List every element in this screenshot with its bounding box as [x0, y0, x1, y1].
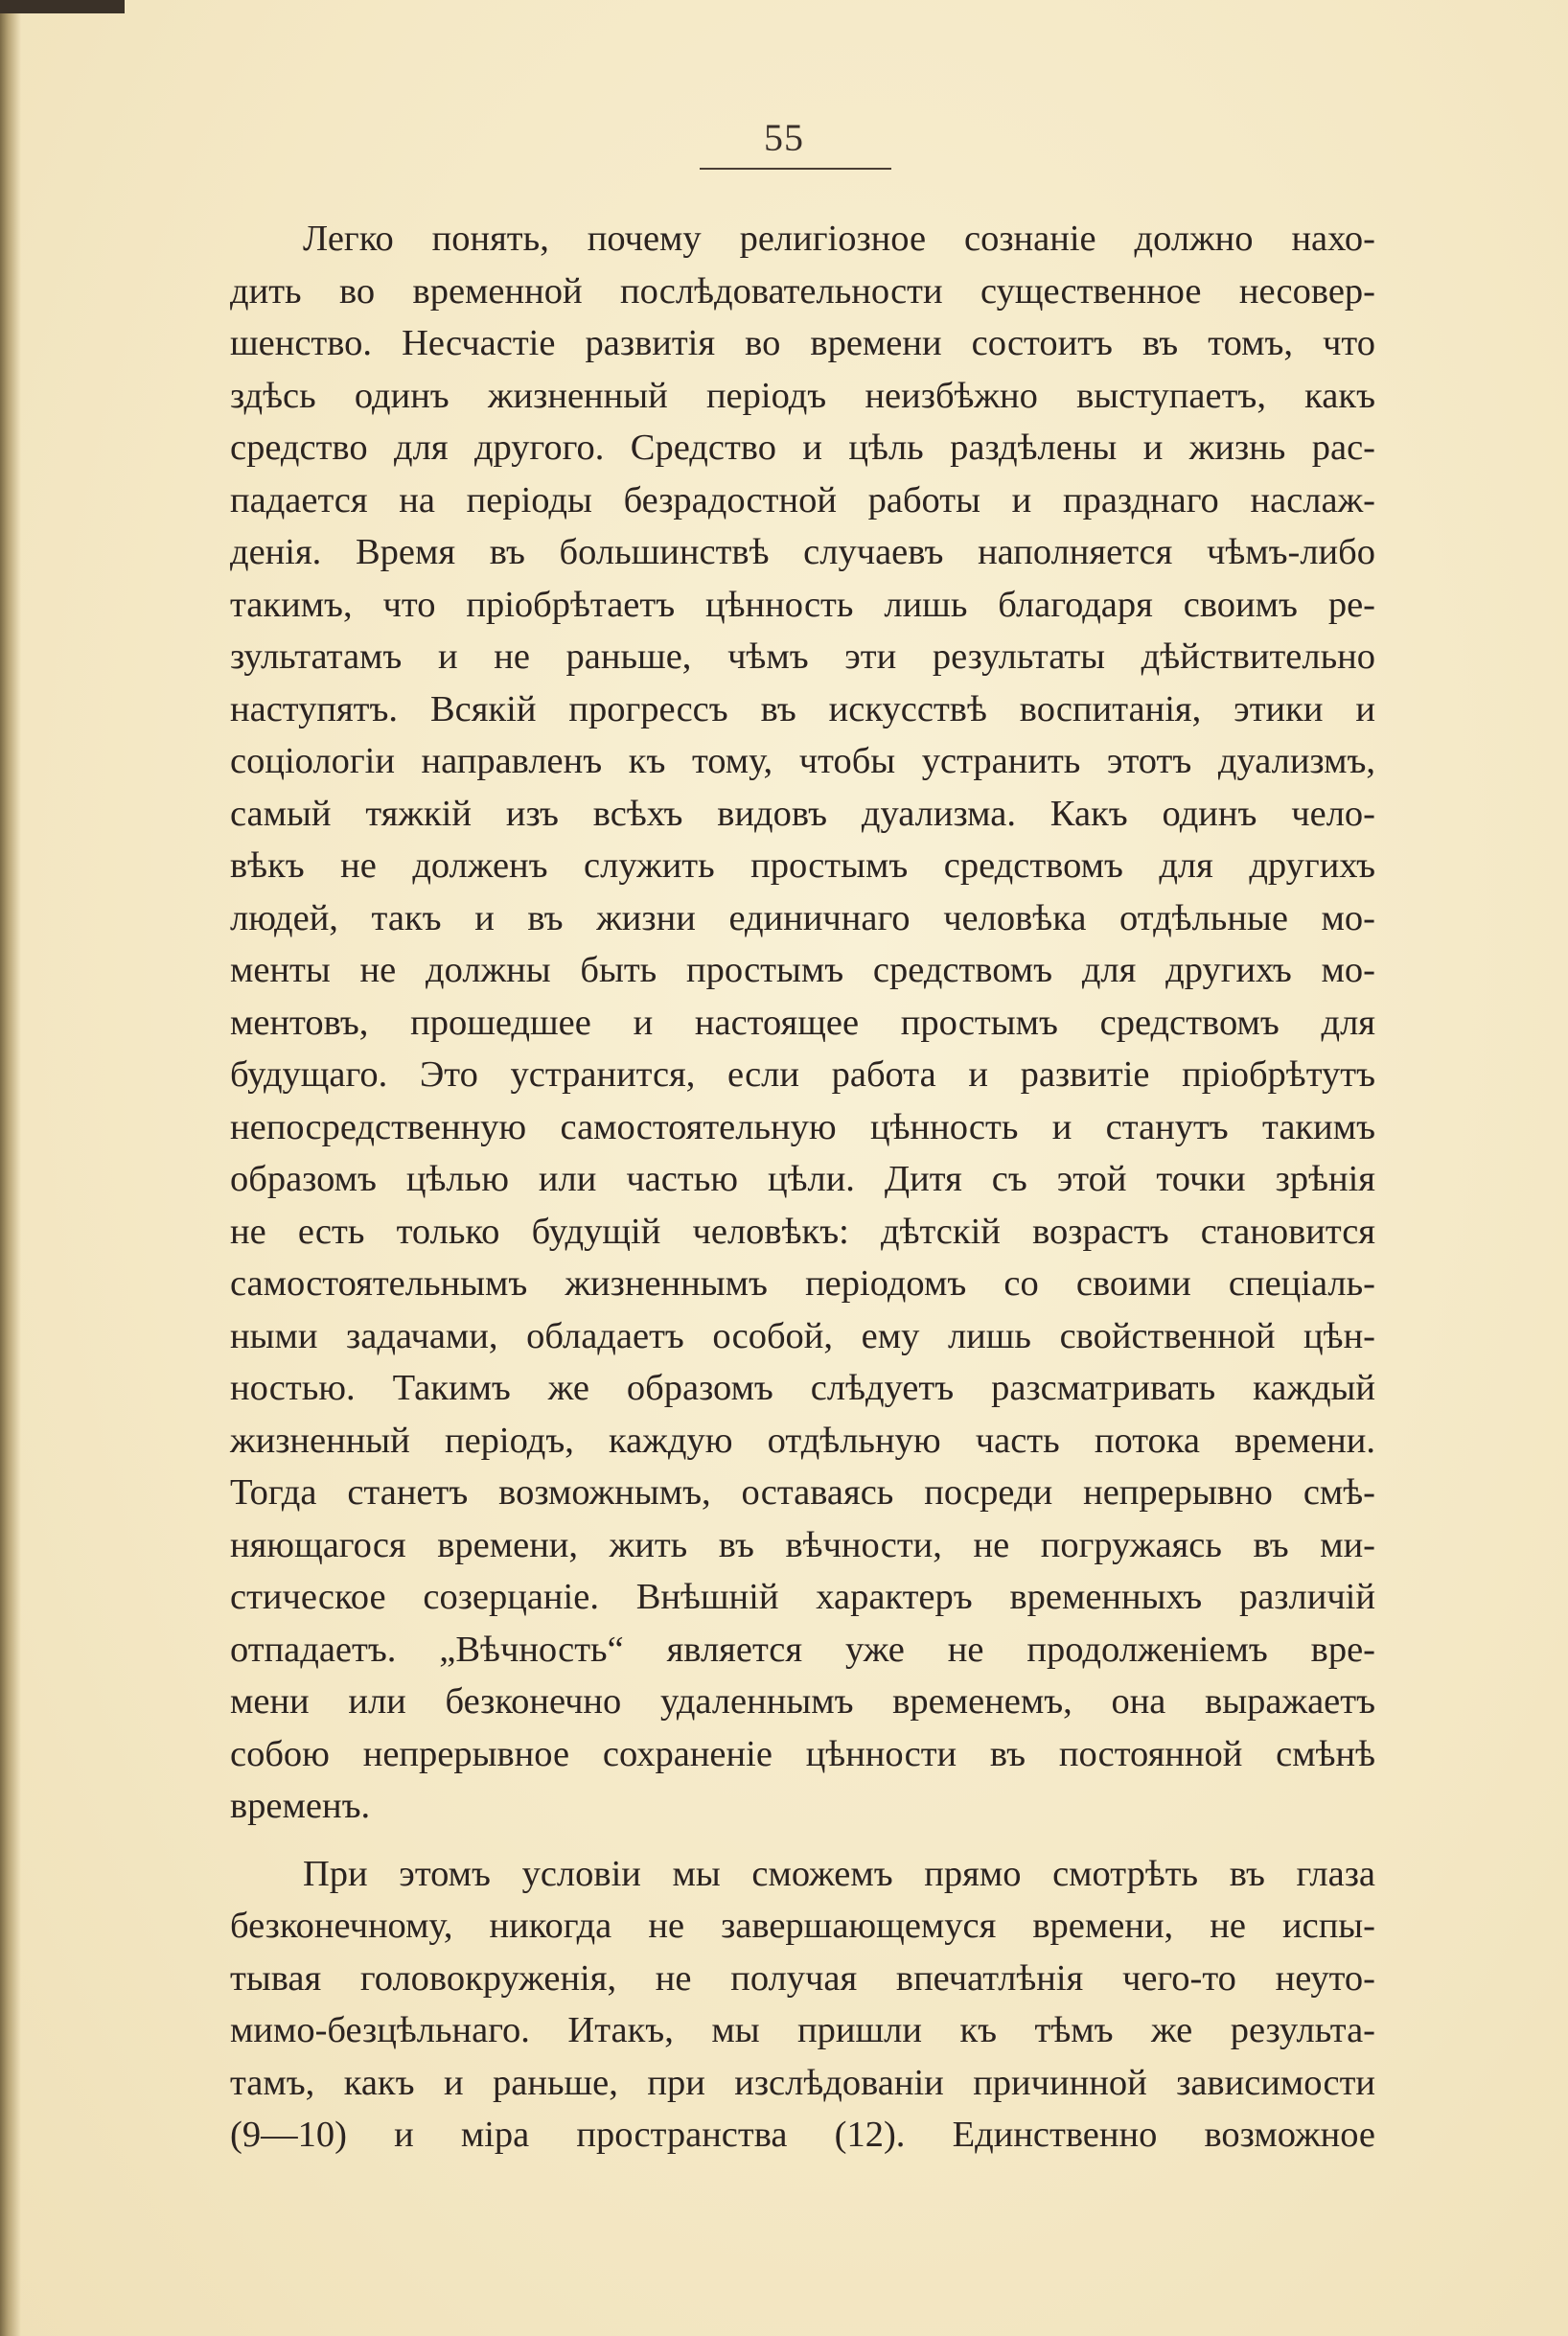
text-line: тамъ, какъ и раньше, при изслѣдованіи причинной зависимости: [230, 2062, 1375, 2103]
paragraph-2: [230, 1848, 1375, 2162]
text-line: шенство. Несчастіе развитія во времени состоитъ въ томъ, что: [230, 323, 1375, 363]
text-line: вѣкъ не долженъ служить простымъ средствомъ для другихъ: [230, 845, 1375, 886]
text-line: ными задачами, обладаетъ особой, ему лишь свойственной цѣн-: [230, 1315, 1375, 1356]
text-line: падается на періоды безрадостной работы и празднаго наслаж-: [230, 479, 1375, 520]
body-text: [230, 213, 1375, 2162]
text-line: средство для другого. Средство и цѣль раздѣлены и жизнь рас-: [230, 428, 1375, 468]
header-rule: [700, 168, 891, 170]
text-line: собою непрерывное сохраненіе цѣнности въ постоянной смѣнѣ: [230, 1733, 1375, 1774]
text-line: жизненный періодъ, каждую отдѣльную часть потока времени.: [230, 1420, 1375, 1461]
text-line: Легко понять, почему религіозное сознаніе должно нахо-: [303, 219, 1375, 259]
text-line: зультатамъ и не раньше, чѣмъ эти результаты дѣйствительно: [230, 636, 1375, 677]
text-line: наступятъ. Всякій прогрессъ въ искусствѣ воспитанія, этики и: [230, 688, 1375, 729]
text-line: не есть только будущій человѣкъ: дѣтскій возрастъ становится: [230, 1211, 1375, 1252]
page-number: 55: [764, 116, 804, 159]
text-line: Тогда станетъ возможнымъ, оставаясь посреди непрерывно смѣ-: [230, 1472, 1375, 1513]
text-line: соціологіи направленъ къ тому, чтобы устранить этотъ дуализмъ,: [230, 741, 1375, 781]
text-line: здѣсь одинъ жизненный періодъ неизбѣжно выступаетъ, какъ: [230, 375, 1375, 416]
text-line: отпадаетъ. „Вѣчность“ является уже не продолженіемъ вре-: [230, 1629, 1375, 1670]
scan-corner-shadow: [0, 0, 125, 13]
text-line: стическое созерцаніе. Внѣшній характеръ временныхъ различій: [230, 1577, 1375, 1617]
text-line: ностью. Такимъ же образомъ слѣдуетъ разсматривать каждый: [230, 1368, 1375, 1408]
text-line: При этомъ условіи мы сможемъ прямо смотрѣть въ глаза: [303, 1853, 1375, 1894]
text-line: временъ.: [230, 1786, 371, 1826]
binding-edge: [0, 0, 21, 2336]
text-line: мимо-безцѣльнаго. Итакъ, мы пришли къ тѣмъ же результа-: [230, 2010, 1375, 2050]
text-line: тывая головокруженія, не получая впечатлѣнія чего-то неуто-: [230, 1957, 1375, 1999]
text-line: ментовъ, прошедшее и настоящее простымъ средствомъ для: [230, 1002, 1375, 1043]
text-line: непосредственную самостоятельную цѣнность и станутъ такимъ: [230, 1106, 1375, 1147]
text-line: менты не должны быть простымъ средствомъ для другихъ мо-: [230, 950, 1375, 990]
text-line: безконечному, никогда не завершающемуся времени, не испы-: [230, 1906, 1375, 1946]
paragraph-gap: [230, 1833, 1375, 1848]
text-line: самостоятельнымъ жизненнымъ періодомъ со своими спеціаль-: [230, 1263, 1375, 1304]
text-line: такимъ, что пріобрѣтаетъ цѣнность лишь благодаря своимъ ре-: [230, 584, 1375, 625]
text-line: образомъ цѣлью или частью цѣли. Дитя съ этой точки зрѣнія: [230, 1159, 1375, 1199]
text-line: самый тяжкій изъ всѣхъ видовъ дуализма. Какъ одинъ чело-: [230, 793, 1375, 834]
text-line: мени или безконечно удаленнымъ временемъ, она выражаетъ: [230, 1681, 1375, 1722]
text-line: будущаго. Это устранится, если работа и развитіе пріобрѣтутъ: [230, 1054, 1375, 1095]
text-line: (9—10) и міра пространства (12). Единственно возможное: [230, 2115, 1375, 2155]
text-line: няющагося времени, жить въ вѣчности, не погружаясь въ ми-: [230, 1524, 1375, 1565]
text-line: людей, такъ и въ жизни единичнаго человѣка отдѣльные мо-: [230, 897, 1375, 938]
page-header: [0, 115, 1568, 160]
text-line: денія. Время въ большинствѣ случаевъ наполняется чѣмъ-либо: [230, 532, 1375, 572]
text-line: дить во временной послѣдовательности существенное несовер-: [230, 270, 1375, 312]
paragraph-1: [230, 213, 1375, 1833]
